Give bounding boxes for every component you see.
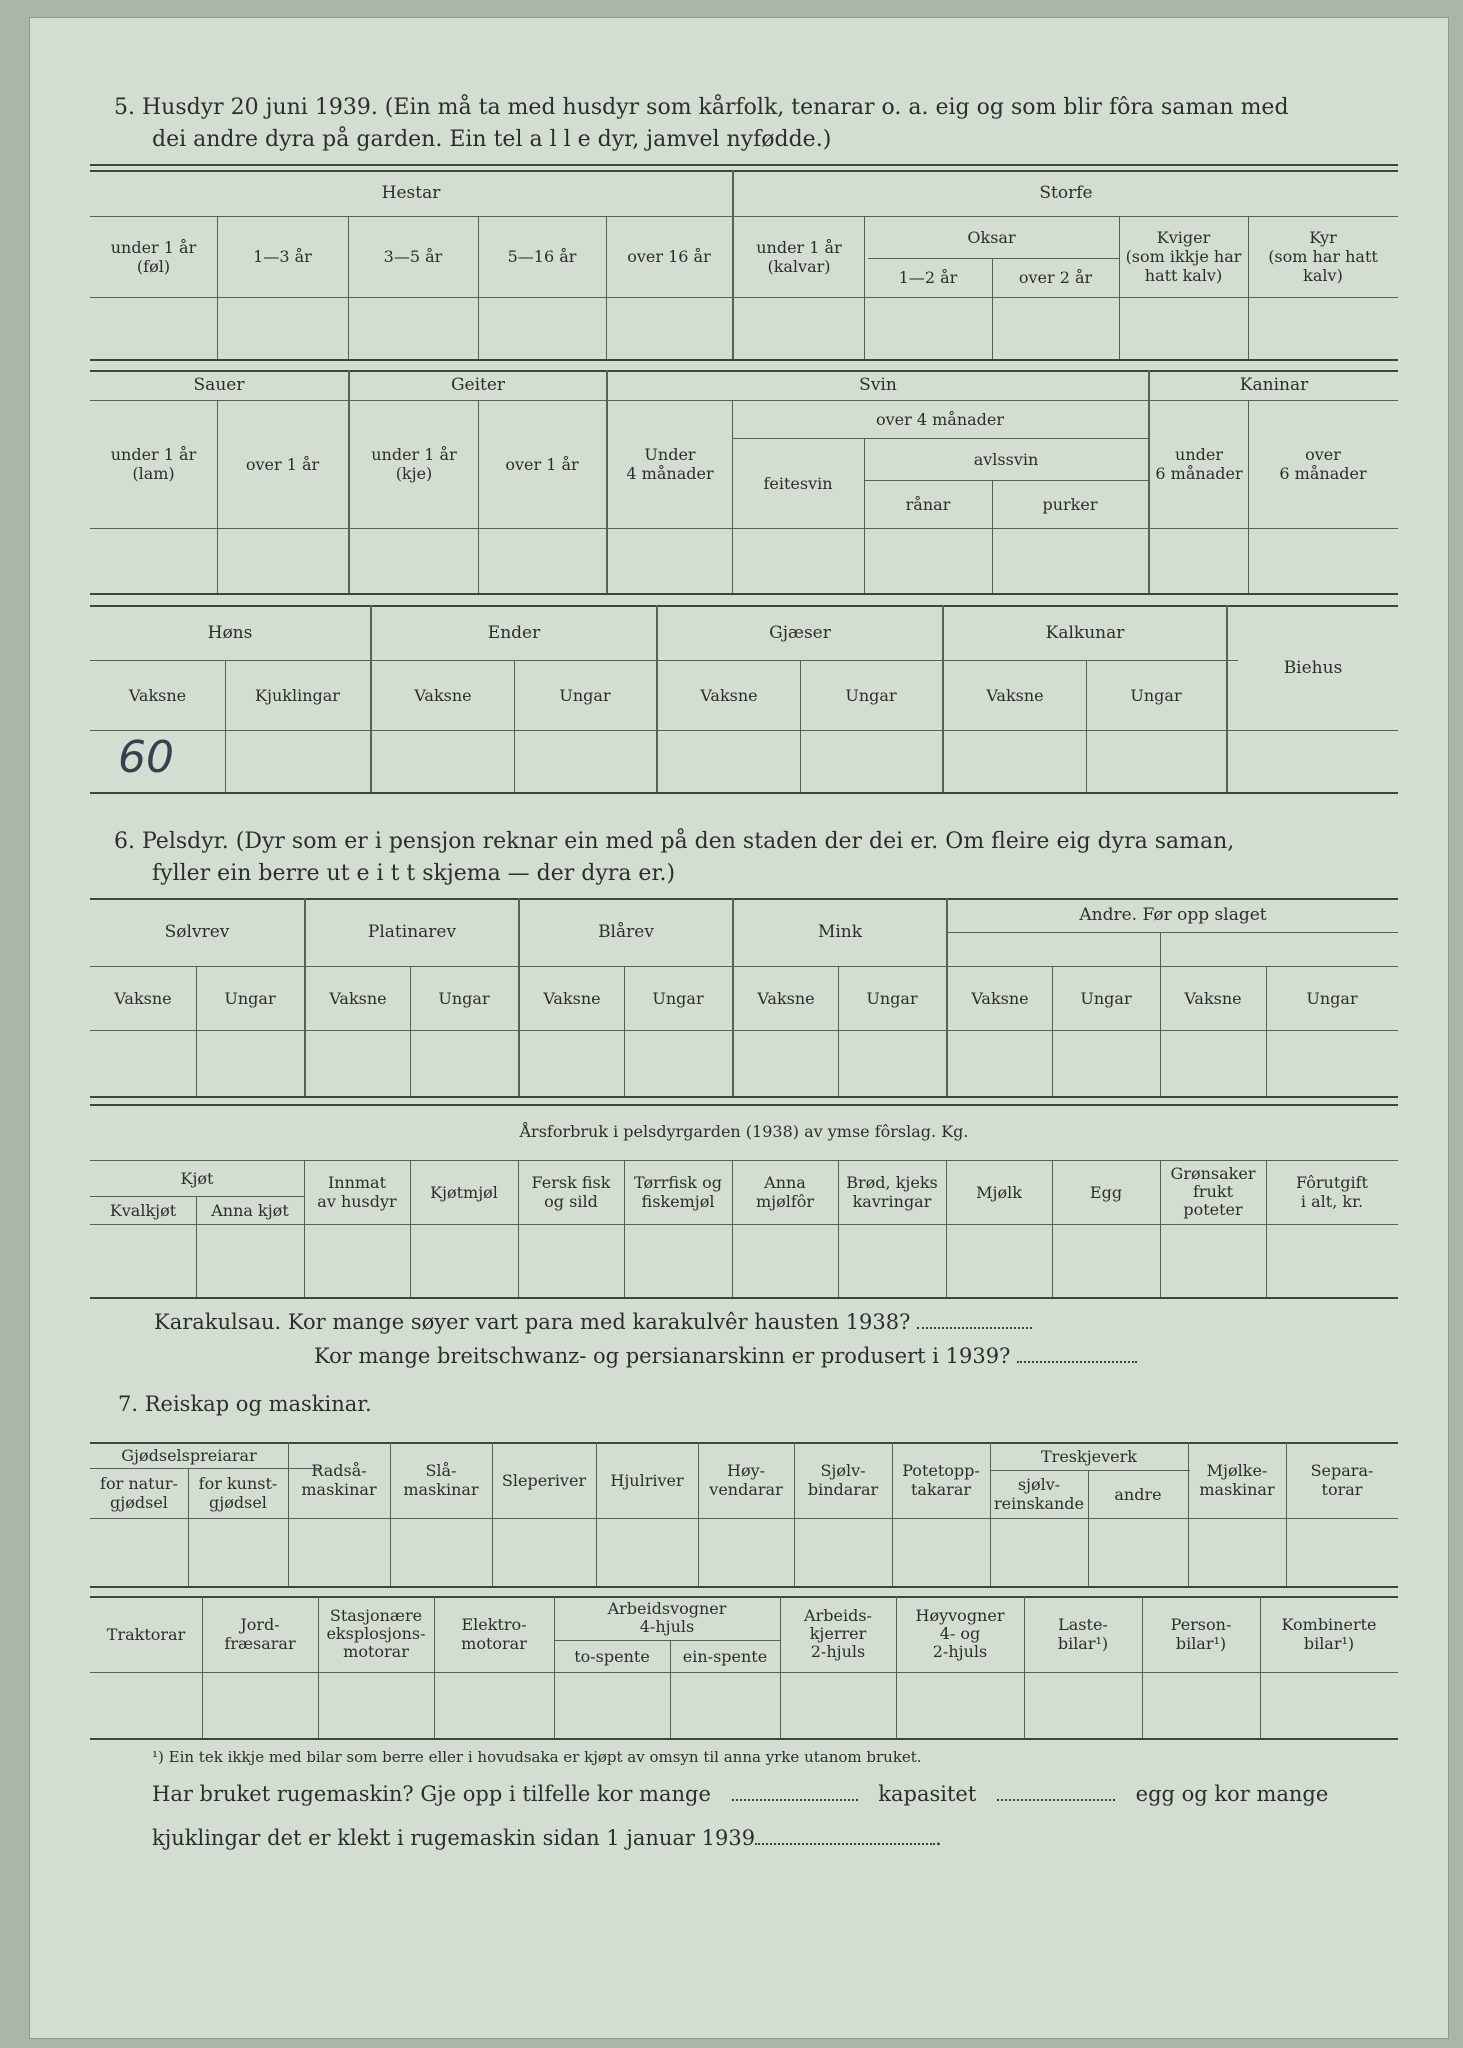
col-potetopptakarar: Potetopp- takarar bbox=[902, 1461, 980, 1499]
col-torrfisk: Tørrfisk og fiskemjøl bbox=[634, 1173, 722, 1211]
blarev-col-vaksne: Vaksne bbox=[543, 988, 601, 1008]
mink-col-vaksne: Vaksne bbox=[757, 988, 815, 1008]
kanin-col-over6: over 6 månader bbox=[1279, 445, 1367, 483]
platinarev-header: Platinarev bbox=[367, 922, 457, 942]
col-treskjeverk-andre: andre bbox=[1114, 1484, 1162, 1504]
kalkunar-col-ungar: Ungar bbox=[1130, 685, 1182, 705]
kaninar-header: Kaninar bbox=[1239, 375, 1309, 395]
geit-col-kje: under 1 år (kje) bbox=[371, 445, 457, 483]
col-gronsaker: Grønsaker frukt poteter bbox=[1170, 1164, 1256, 1219]
ender-col-ungar: Ungar bbox=[559, 685, 611, 705]
col-kunst-gjodsel: for kunst- gjødsel bbox=[198, 1474, 278, 1512]
hest-col-5-16: 5—16 år bbox=[507, 247, 577, 266]
col-anna-kjot: Anna kjøt bbox=[211, 1200, 289, 1220]
col-mjolk: Mjølk bbox=[976, 1182, 1022, 1202]
col-hoyvendarar: Høy- vendarar bbox=[709, 1461, 783, 1499]
rugemaskin-antal-field[interactable] bbox=[732, 1785, 858, 1801]
col-traktorar: Traktorar bbox=[106, 1624, 186, 1644]
geit-col-over1: over 1 år bbox=[505, 454, 579, 474]
census-form-page bbox=[30, 18, 1448, 2038]
rugemaskin-question-line2: kjuklingar det er klekt i rugemaskin sidan 1 januar 1939 . bbox=[152, 1826, 942, 1850]
col-hoyvogner: Høyvogner 4- og 2-hjuls bbox=[915, 1606, 1005, 1661]
col-forutgift: Fôrutgift i alt, kr. bbox=[1296, 1173, 1368, 1211]
hest-col-1-3: 1—3 år bbox=[253, 247, 312, 266]
hons-vaksne-handwritten-value[interactable]: 60 bbox=[118, 732, 174, 783]
andre-pelsdyr-header: Andre. Før opp slaget bbox=[1079, 905, 1267, 925]
col-stasjonaere-motorar: Stasjonære eksplosjons- motorar bbox=[326, 1606, 426, 1661]
platinarev-col-vaksne: Vaksne bbox=[329, 988, 387, 1008]
platinarev-col-ungar: Ungar bbox=[438, 988, 490, 1008]
hons-col-kjuklingar: Kjuklingar bbox=[255, 685, 340, 705]
kjot-header: Kjøt bbox=[180, 1168, 214, 1188]
svin-col-feitesvin: feitesvin bbox=[763, 473, 833, 493]
hest-col-over16: over 16 år bbox=[627, 247, 711, 266]
svin-over4-header: over 4 månader bbox=[875, 409, 1005, 429]
blarev-header: Blårev bbox=[598, 922, 654, 942]
hons-col-vaksne: Vaksne bbox=[128, 685, 187, 705]
kalkunar-header: Kalkunar bbox=[1045, 622, 1125, 643]
storfe-col-kyr: Kyr (som har hatt kalv) bbox=[1268, 228, 1378, 285]
rugemaskin-question-line1: Har bruket rugemaskin? Gje opp i tilfelle kor mange kapasitet egg og kor mange bbox=[152, 1782, 1329, 1806]
sau-col-lam: under 1 år (lam) bbox=[110, 445, 197, 483]
andre1-col-vaksne: Vaksne bbox=[971, 988, 1029, 1008]
karakul-question-2: Kor mange breitschwanz- og persianarskinn er produsert i 1939? bbox=[314, 1344, 1137, 1368]
col-separatorar: Separa- torar bbox=[1310, 1461, 1374, 1499]
solvrev-header: Sølvrev bbox=[164, 922, 230, 942]
section-5-intro-line1: 5. Husdyr 20 juni 1939. (Ein må ta med husdyr som kårfolk, tenarar o. a. eig og som blir fôra saman med bbox=[114, 95, 1289, 120]
section-5-intro-line2: dei andre dyra på garden. Ein tel a l l e dyr, jamvel nyfødde.) bbox=[152, 127, 832, 152]
col-hjulriver: Hjulriver bbox=[610, 1470, 684, 1490]
col-lastebilar: Laste- bilar¹) bbox=[1057, 1615, 1109, 1653]
ender-header: Ender bbox=[487, 622, 541, 643]
mink-header: Mink bbox=[817, 922, 863, 942]
col-sjolvbindarar: Sjølv- bindarar bbox=[807, 1461, 879, 1499]
karakul-answer-1[interactable] bbox=[917, 1313, 1032, 1329]
sau-col-over1: over 1 år bbox=[245, 454, 320, 474]
andre1-col-ungar: Ungar bbox=[1080, 988, 1132, 1008]
col-innmat: Innmat av husdyr bbox=[317, 1173, 397, 1211]
hest-col-3-5: 3—5 år bbox=[383, 247, 443, 266]
treskjeverk-header: Treskjeverk bbox=[1041, 1446, 1137, 1466]
svin-col-under4: Under 4 månader bbox=[626, 445, 714, 483]
kalkunar-col-vaksne: Vaksne bbox=[986, 685, 1044, 705]
oksar-header: Oksar bbox=[967, 227, 1016, 247]
storfe-header: Storfe bbox=[1039, 183, 1093, 203]
sauer-header: Sauer bbox=[193, 375, 245, 395]
col-jordfraesarar: Jord- fræsarar bbox=[224, 1615, 296, 1653]
col-natur-gjodsel: for natur- gjødsel bbox=[100, 1474, 178, 1512]
col-kjotmjol: Kjøtmjøl bbox=[430, 1182, 498, 1202]
hons-header: Høns bbox=[207, 622, 253, 643]
col-egg: Egg bbox=[1089, 1182, 1123, 1202]
andre2-col-ungar: Ungar bbox=[1306, 988, 1358, 1008]
gjaeser-col-ungar: Ungar bbox=[845, 685, 897, 705]
karakul-question-1: Karakulsau. Kor mange søyer vart para med karakulvêr hausten 1938? bbox=[154, 1310, 1032, 1334]
andre2-col-vaksne: Vaksne bbox=[1184, 988, 1242, 1008]
ender-col-vaksne: Vaksne bbox=[414, 685, 472, 705]
rugemaskin-kapasitet-field[interactable] bbox=[997, 1785, 1115, 1801]
biehus-header: Biehus bbox=[1283, 657, 1343, 678]
col-kombinerte-bilar: Kombinerte bilar¹) bbox=[1281, 1615, 1377, 1653]
kanin-col-under6: under 6 månader bbox=[1155, 445, 1243, 483]
col-sjolvreinskande: sjølv- reinskande bbox=[994, 1475, 1084, 1513]
hestar-header: Hestar bbox=[381, 183, 441, 203]
section-6-intro-line2: fyller ein berre ut e i t t skjema — der dyra er.) bbox=[152, 861, 676, 886]
blarev-col-ungar: Ungar bbox=[652, 988, 704, 1008]
vehicle-footnote: ¹) Ein tek ikkje med bilar som berre eller i hovudsaka er kjøpt av omsyn til anna yrke utanom bruket. bbox=[152, 1748, 922, 1766]
svin-col-purker: purker bbox=[1042, 494, 1098, 514]
arbeidsvogner-header: Arbeidsvogner 4-hjuls bbox=[607, 1599, 727, 1636]
mink-col-ungar: Ungar bbox=[866, 988, 918, 1008]
col-anna-mjolfor: Anna mjølfôr bbox=[755, 1173, 815, 1211]
solvrev-col-vaksne: Vaksne bbox=[114, 988, 172, 1008]
section-7-heading: 7. Reiskap og maskinar. bbox=[118, 1392, 372, 1416]
col-ein-spente: ein-spente bbox=[682, 1646, 768, 1666]
col-sleperiver: Sleperiver bbox=[501, 1470, 587, 1490]
col-kvalkjot: Kvalkjøt bbox=[109, 1200, 177, 1220]
col-to-spente: to-spente bbox=[574, 1646, 650, 1666]
hest-col-fol: under 1 år (føl) bbox=[110, 237, 197, 276]
col-slamaskinar: Slå- maskinar bbox=[403, 1461, 479, 1499]
col-mjolkemaskinar: Mjølke- maskinar bbox=[1199, 1461, 1275, 1499]
gjodselspreiarar-header: Gjødselspreiarar bbox=[121, 1445, 257, 1465]
geiter-header: Geiter bbox=[450, 375, 506, 395]
section-6-intro-line1: 6. Pelsdyr. (Dyr som er i pensjon reknar ein med på den staden der dei er. Om fleire eig dyra saman, bbox=[114, 829, 1235, 854]
gjaeser-header: Gjæser bbox=[769, 622, 831, 643]
rugemaskin-kjuklingar-field[interactable] bbox=[755, 1829, 935, 1845]
avlssvin-header: avlssvin bbox=[973, 449, 1039, 469]
col-arbeidskjerrer: Arbeids- kjerrer 2-hjuls bbox=[804, 1606, 872, 1661]
feed-table-title: Årsforbruk i pelsdyrgarden (1938) av ymse fôrslag. Kg. bbox=[519, 1121, 969, 1141]
gjaeser-col-vaksne: Vaksne bbox=[700, 685, 758, 705]
col-radsamaskinar: Radså- maskinar bbox=[301, 1461, 377, 1499]
col-elektromotorar: Elektro- motorar bbox=[461, 1615, 527, 1653]
svin-header: Svin bbox=[859, 375, 897, 395]
karakul-answer-2[interactable] bbox=[1017, 1347, 1137, 1363]
oksar-col-1-2: 1—2 år bbox=[898, 268, 958, 287]
svin-col-ranar: rånar bbox=[905, 494, 951, 514]
solvrev-col-ungar: Ungar bbox=[224, 988, 276, 1008]
storfe-col-kviger: Kviger (som ikkje har hatt kalv) bbox=[1125, 228, 1242, 285]
col-fersk-fisk: Fersk fisk og sild bbox=[531, 1173, 611, 1211]
storfe-col-kalvar: under 1 år (kalvar) bbox=[756, 237, 842, 276]
col-brod-kjeks: Brød, kjeks kavringar bbox=[846, 1173, 938, 1211]
col-personbilar: Person- bilar¹) bbox=[1170, 1615, 1232, 1653]
oksar-col-over2: over 2 år bbox=[1018, 268, 1093, 287]
